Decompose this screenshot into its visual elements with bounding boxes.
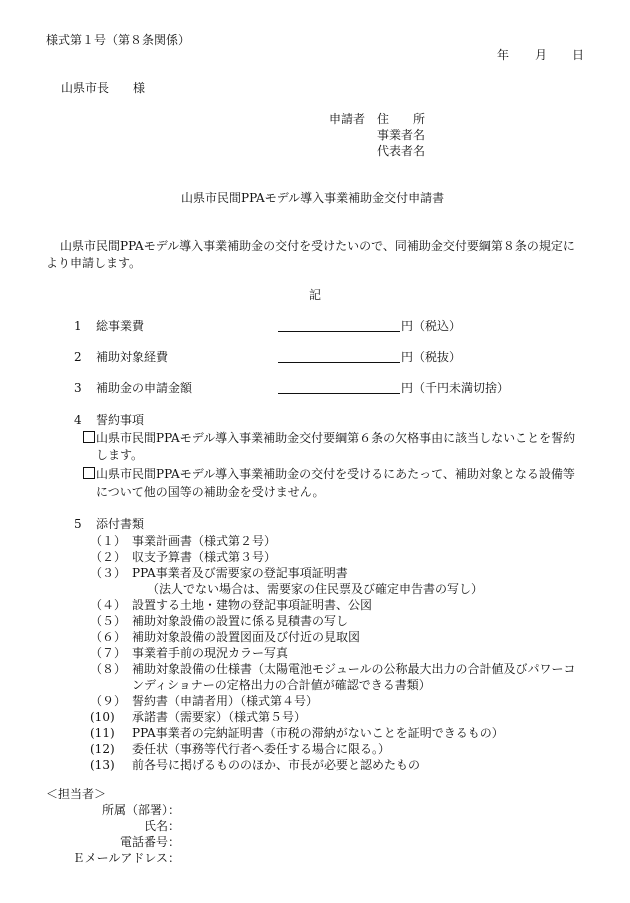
date-month: 月 — [535, 48, 548, 62]
cost-item-3-label: 補助金の申請金額 — [96, 381, 193, 395]
applicant-address-label: 住 所 — [377, 112, 426, 126]
cost-item-1-number: 1 — [74, 319, 82, 333]
attachment-text: 補助対象設備の仕様書（太陽電池モジュールの公称最大出力の合計値及びパワーコ — [132, 662, 576, 676]
cost-item-3-number: 3 — [74, 381, 82, 395]
pledge-item-1-line-2: します。 — [96, 448, 144, 462]
attachment-item-5 — [90, 613, 348, 629]
date-day: 日 — [572, 48, 585, 62]
attachment-number: （７） — [90, 646, 127, 660]
contact-name-label: 氏名： — [143, 819, 180, 833]
attachment-text: 前各号に掲げるもののほか、市長が必要と認めたもの — [132, 758, 421, 772]
attachment-item-4 — [90, 597, 372, 613]
attachment-text: 設置する土地・建物の登記事項証明書、公図 — [132, 598, 373, 612]
eligible-cost-field[interactable] — [278, 350, 400, 363]
pledge-number: 4 — [74, 413, 82, 427]
attachment-item-8-sub: ンディショナーの定格出力の合計値が確認できる書類） — [132, 678, 431, 692]
attachment-text: 承諾書（需要家）（様式第５号） — [132, 710, 307, 724]
pledge-heading: 誓約事項 — [96, 413, 145, 427]
contact-phone-label: 電話番号： — [119, 835, 180, 849]
attachment-number: （６） — [90, 630, 127, 644]
cost-item-2-number: 2 — [74, 350, 82, 364]
attachments-heading: 添付書類 — [96, 517, 145, 531]
cost-item-2-label: 補助対象経費 — [96, 350, 169, 364]
attachment-number: （２） — [90, 550, 127, 564]
cost-item-2-note: （税抜） — [413, 350, 462, 364]
intro-line-1: 山県市民間PPAモデル導入事業補助金の交付を受けたいので、同補助金交付要綱第８条の規定に — [60, 239, 575, 253]
attachment-number: (11) — [90, 726, 115, 740]
attachment-item-11 — [90, 725, 504, 741]
intro-line-2: より申請します。 — [46, 256, 142, 270]
attachment-text: 補助対象設備の設置図面及び付近の見取図 — [132, 630, 361, 644]
contact-heading: ＜担当者＞ — [46, 787, 107, 801]
pledge-item-2 — [83, 466, 575, 482]
attachment-text: 委任状（事務等代行者へ委任する場合に限る。） — [132, 742, 391, 756]
addressee-honorific: 様 — [133, 81, 146, 95]
applicant-representative-label: 代表者名 — [377, 144, 426, 158]
attachment-text: 事業計画書（様式第２号） — [132, 534, 277, 548]
attachment-item-1 — [90, 533, 276, 549]
date-year: 年 — [497, 48, 510, 62]
attachment-text: 誓約書（申請者用）（様式第４号） — [132, 694, 319, 708]
attachment-number: （５） — [90, 614, 127, 628]
cost-item-3-unit: 円 — [401, 381, 414, 395]
form-number: 様式第１号（第８条関係） — [46, 33, 191, 47]
attachment-item-12 — [90, 741, 390, 757]
attachment-item-13 — [90, 757, 420, 773]
cost-item-1-unit: 円 — [401, 319, 414, 333]
pledge-item-1-line-1: 山県市民間PPAモデル導入事業補助金交付要綱第６条の欠格事由に該当しないことを誓約 — [96, 431, 576, 445]
attachment-item-10 — [90, 709, 306, 725]
attachment-item-2 — [90, 549, 276, 565]
attachment-number: （８） — [90, 662, 127, 676]
cost-item-3-note: （千円未満切捨） — [413, 381, 510, 395]
pledge-item-2-line-1: 山県市民間PPAモデル導入事業補助金の交付を受けるにあたって、補助対象となる設備等 — [96, 467, 575, 481]
attachment-item-7 — [90, 645, 288, 661]
contact-email-label: Ｅメールアドレス： — [72, 851, 180, 865]
attachment-number: （９） — [90, 694, 127, 708]
attachment-item-9 — [90, 693, 318, 709]
applicant-business-name-label: 事業者名 — [377, 128, 426, 142]
attachment-text: 収支予算書（様式第３号） — [132, 550, 277, 564]
attachment-text: 補助対象設備の設置に係る見積書の写し — [132, 614, 349, 628]
attachment-number: （１） — [90, 534, 127, 548]
document-title: 山県市民間PPAモデル導入事業補助金交付申請書 — [181, 191, 445, 205]
attachment-item-3-sub: （法人でない場合は、需要家の住民票及び確定申告書の写し） — [147, 582, 484, 596]
cost-item-2-unit: 円 — [401, 350, 414, 364]
contact-department-label: 所属（部署）： — [101, 803, 180, 817]
attachment-item-3 — [90, 565, 348, 581]
pledge-checkbox-2[interactable] — [83, 467, 95, 479]
subsidy-amount-field[interactable] — [278, 381, 400, 394]
pledge-item-2-line-2: について他の国等の補助金を受けません。 — [96, 485, 325, 499]
attachment-number: （３） — [90, 566, 127, 580]
cost-item-1-note: （税込） — [413, 319, 462, 333]
ki-heading: 記 — [309, 288, 322, 302]
pledge-item-1 — [83, 430, 575, 446]
attachment-item-6 — [90, 629, 360, 645]
attachments-number: 5 — [74, 517, 82, 531]
applicant-label: 申請者 — [329, 112, 366, 126]
cost-item-1-label: 総事業費 — [96, 319, 145, 333]
pledge-checkbox-1[interactable] — [83, 431, 95, 443]
attachment-number: （４） — [90, 598, 127, 612]
attachment-text: PPA事業者の完納証明書（市税の滞納がないことを証明できるもの） — [132, 726, 504, 740]
attachment-text: PPA事業者及び需要家の登記事項証明書 — [132, 566, 348, 580]
total-cost-field[interactable] — [278, 319, 400, 332]
attachment-number: (10) — [90, 710, 115, 724]
attachment-number: (12) — [90, 742, 115, 756]
attachment-item-8 — [90, 661, 576, 677]
attachment-text: 事業着手前の現況カラー写真 — [132, 646, 289, 660]
attachment-number: (13) — [90, 758, 115, 772]
addressee-name: 山県市長 — [61, 81, 110, 95]
